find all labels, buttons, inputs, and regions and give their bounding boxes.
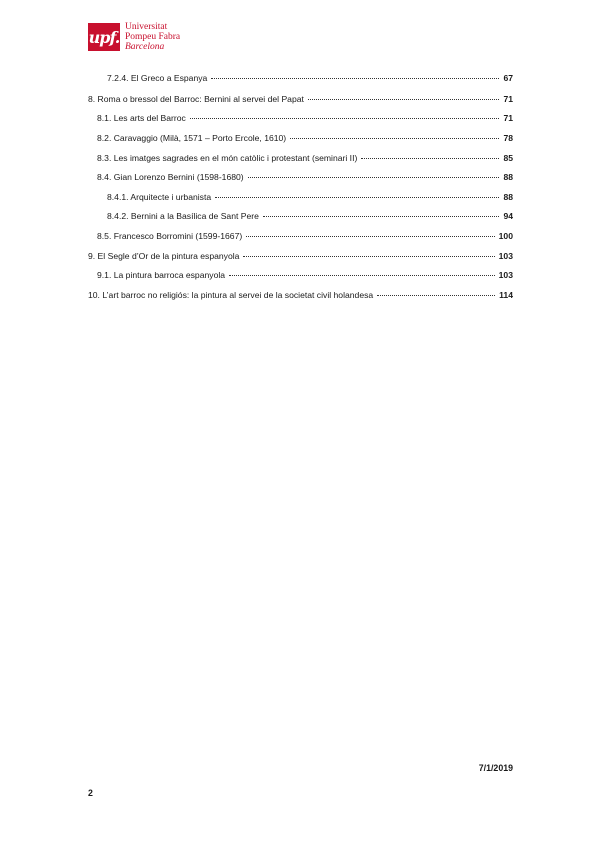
toc-leader: [308, 99, 500, 100]
toc-entry-title: 9.1. La pintura barroca espanyola: [97, 270, 226, 280]
university-logo: [88, 20, 180, 54]
toc-entry[interactable]: [97, 112, 513, 124]
toc-entry[interactable]: [97, 132, 513, 144]
logo-line-2: Pompeu Fabra: [125, 32, 181, 42]
toc-entry-title: 7.2.4. El Greco a Espanya: [107, 73, 208, 83]
toc-leader: [248, 177, 500, 178]
toc-entry[interactable]: [88, 250, 513, 262]
logo-line-1: Universitat: [125, 22, 168, 32]
toc-entry-title: 8.3. Les imatges sagrades en el món catòlic i protestant (seminari II): [97, 153, 358, 163]
toc-leader: [190, 118, 500, 119]
toc-entry-title: 8.4.1. Arquitecte i urbanista: [107, 192, 212, 202]
toc-entry-title: 8. Roma o bressol del Barroc: Bernini al servei del Papat: [88, 94, 304, 104]
toc-leader: [377, 295, 495, 296]
toc-entry-page: 94: [503, 211, 513, 221]
toc-entry-title: 8.1. Les arts del Barroc: [97, 113, 186, 123]
toc-entry[interactable]: [107, 210, 513, 222]
toc-entry-page: 71: [503, 94, 513, 104]
toc-entry-page: 71: [503, 113, 513, 123]
toc-entry-title: 8.4. Gian Lorenzo Bernini (1598-1680): [97, 172, 244, 182]
toc-leader: [290, 138, 499, 139]
toc-entry-page: 67: [503, 73, 513, 83]
toc-leader: [263, 216, 500, 217]
page-number: 2: [88, 788, 93, 798]
toc-entry[interactable]: [107, 72, 513, 84]
upf-logo-mark: upf.: [88, 23, 120, 51]
toc-leader: [243, 256, 494, 257]
toc-entry-page: 88: [503, 192, 513, 202]
toc-entry-title: 8.4.2. Bernini a la Basílica de Sant Pere: [107, 211, 259, 221]
toc-entry-title: 9. El Segle d’Or de la pintura espanyola: [88, 251, 240, 261]
toc-entry-title: 10. L’art barroc no religiós: la pintura al servei de la societat civil holandesa: [88, 290, 374, 300]
logo-wordmark: [125, 22, 180, 52]
toc-entry[interactable]: [107, 191, 513, 203]
toc-entry-page: 114: [499, 290, 513, 300]
toc-entry-page: 78: [503, 133, 513, 143]
toc-entry-title: 8.5. Francesco Borromini (1599-1667): [97, 231, 243, 241]
toc-entry-page: 100: [498, 231, 513, 241]
toc-entry[interactable]: [97, 171, 513, 183]
toc-entry-page: 85: [503, 153, 513, 163]
toc-entry-page: 103: [498, 251, 513, 261]
logo-line-3: Barcelona: [125, 42, 165, 52]
footer-date: 7/1/2019: [478, 763, 513, 773]
toc-entry[interactable]: [97, 152, 513, 164]
toc-leader: [215, 197, 499, 198]
toc-entry[interactable]: [88, 93, 513, 105]
toc-leader: [211, 78, 499, 79]
toc-leader: [229, 275, 495, 276]
toc-entry[interactable]: [97, 230, 513, 242]
toc-entry-title: 8.2. Caravaggio (Milà, 1571 – Porto Ercole, 1610): [97, 133, 287, 143]
toc-entry[interactable]: [88, 289, 513, 301]
toc-leader: [246, 236, 494, 237]
toc-entry[interactable]: [97, 269, 513, 281]
toc-entry-page: 88: [503, 172, 513, 182]
toc-entry-page: 103: [498, 270, 513, 280]
toc-leader: [361, 158, 499, 159]
